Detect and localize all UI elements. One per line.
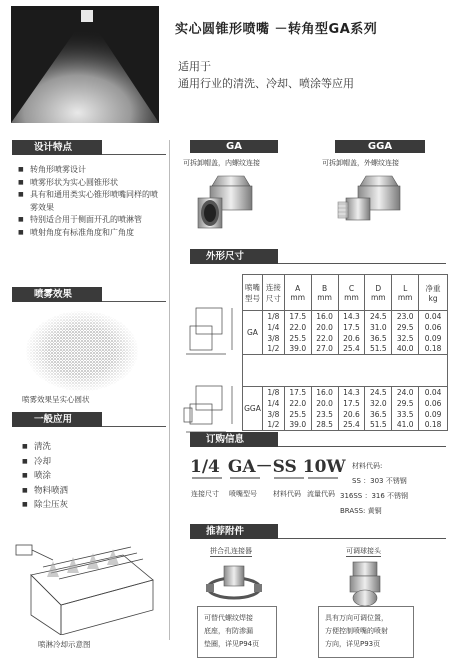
table-cell: 36.5 xyxy=(365,409,392,420)
list-item: ■ 喷涂 xyxy=(22,469,142,484)
ball-joint-image xyxy=(345,560,385,608)
table-cell: 24.5 xyxy=(365,387,392,398)
order-material: SS xyxy=(272,457,297,477)
table-cell: 40.0 xyxy=(392,344,419,355)
material-title: 材料代码: xyxy=(352,462,383,470)
accessory-right-title: 可调球接头 xyxy=(346,547,381,555)
list-item: ■ 冷却 xyxy=(22,455,142,470)
table-cell: 32.5 xyxy=(392,333,419,344)
order-underlines xyxy=(190,474,340,484)
table-cell: 0.18 xyxy=(419,420,448,431)
table-cell: 39.0 xyxy=(284,344,311,355)
table-cell: 17.5 xyxy=(338,322,365,333)
accessory-left-description: 可替代螺纹焊接 底座，有防渗漏 垫圈，详见P94页 xyxy=(197,606,277,658)
table-cell: 25.4 xyxy=(338,344,365,355)
column-divider xyxy=(169,140,170,640)
table-cell: 17.5 xyxy=(284,387,311,398)
spray-pattern-image xyxy=(12,307,152,395)
table-cell: 22.0 xyxy=(284,398,311,409)
table-cell: 0.18 xyxy=(419,344,448,355)
table-cell: 31.0 xyxy=(365,322,392,333)
table-cell: 25.4 xyxy=(338,420,365,431)
col-header-b: B mm xyxy=(311,275,338,311)
col-header-d: D mm xyxy=(365,275,392,311)
spray-header: 喷雾效果 xyxy=(12,287,102,302)
divider xyxy=(102,154,166,155)
table-cell: 3/8 xyxy=(262,333,284,344)
table-cell: 33.5 xyxy=(392,409,419,420)
divider xyxy=(102,426,166,427)
applies-text: 通用行业的清洗、冷却、喷涂等应用 xyxy=(178,77,354,90)
table-cell: 0.04 xyxy=(419,387,448,398)
table-spacer xyxy=(243,355,448,387)
order-dash: － xyxy=(255,457,273,477)
table-cell: 36.5 xyxy=(365,333,392,344)
order-size: 1/4 xyxy=(190,457,220,477)
table-cell: 0.09 xyxy=(419,333,448,344)
table-cell: 29.5 xyxy=(392,398,419,409)
table-row xyxy=(243,398,448,409)
table-cell: 20.0 xyxy=(311,322,338,333)
table-cell: 16.0 xyxy=(311,387,338,398)
table-cell: 1/2 xyxy=(262,344,284,355)
table-row xyxy=(243,420,448,431)
table-cell: 0.06 xyxy=(419,398,448,409)
table-cell: 20.6 xyxy=(338,333,365,344)
table-row xyxy=(243,311,448,322)
order-label-size: 连接尺寸 xyxy=(191,490,219,498)
spray-caption: 喷雾效果呈实心圆状 xyxy=(22,395,90,404)
table-cell: 25.5 xyxy=(284,333,311,344)
model-label-gga: GGA xyxy=(335,140,425,153)
order-label-type: 喷嘴型号 xyxy=(229,490,257,498)
table-cell: 20.0 xyxy=(311,398,338,409)
diagram-caption: 喷淋冷却示意图 xyxy=(38,640,91,649)
table-cell: 1/8 xyxy=(262,311,284,322)
table-cell: 29.5 xyxy=(392,322,419,333)
list-item: ■ 除尘压灰 xyxy=(22,498,142,513)
col-header-l: L mm xyxy=(392,275,419,311)
order-header: 订购信息 xyxy=(190,432,278,447)
spray-photo xyxy=(11,6,159,123)
features-header: 设计特点 xyxy=(12,140,102,155)
table-cell: 17.5 xyxy=(284,311,311,322)
table-cell-model: GA xyxy=(243,311,263,355)
ga-dimension-sketch xyxy=(182,300,238,360)
col-header-weight: 净重 kg xyxy=(419,275,448,311)
model-caption-ga: 可拆卸帽盖，内螺纹连接 xyxy=(183,159,260,167)
list-item: ■ 具有和通用类实心锥形喷嘴同样的喷雾效果 xyxy=(18,189,163,214)
table-cell: 1/8 xyxy=(262,387,284,398)
table-cell: 0.09 xyxy=(419,409,448,420)
order-label-material: 材料代码 xyxy=(273,490,301,498)
accessory-left-title: 拼合孔连接器 xyxy=(210,547,252,555)
order-type: GA xyxy=(227,457,256,477)
table-cell: 14.3 xyxy=(338,311,365,322)
list-item: ■ 转角形喷雾设计 xyxy=(18,164,163,177)
split-connector-image xyxy=(204,562,264,602)
table-cell: 14.3 xyxy=(338,387,365,398)
table-cell: 1/4 xyxy=(262,322,284,333)
table-cell: 32.0 xyxy=(365,398,392,409)
table-row xyxy=(243,344,448,355)
table-spacer-cell xyxy=(243,355,448,387)
table-cell: 17.5 xyxy=(338,398,365,409)
order-label-flow: 流量代码 xyxy=(307,490,335,498)
features-list xyxy=(18,164,163,239)
material-item: SS ：303 不锈钢 xyxy=(352,477,407,485)
page-title: 实心圆锥形喷嘴 －转角型GA系列 xyxy=(175,22,378,37)
table-row xyxy=(243,322,448,333)
divider xyxy=(102,301,166,302)
col-header-size: 连接尺寸 xyxy=(262,275,284,311)
order-flow: 10W xyxy=(302,457,346,477)
ga-nozzle-image xyxy=(196,172,266,234)
table-cell: 20.6 xyxy=(338,409,365,420)
list-item: ■ 物料喷洒 xyxy=(22,484,142,499)
divider xyxy=(278,263,446,264)
col-header-a: A mm xyxy=(284,275,311,311)
model-caption-gga: 可拆卸帽盖，外螺纹连接 xyxy=(322,159,399,167)
table-cell: 51.5 xyxy=(365,420,392,431)
table-cell: 0.06 xyxy=(419,322,448,333)
applications-header: 一般应用 xyxy=(12,412,102,427)
list-item: ■ 特别适合用于侧面开孔的喷淋管 xyxy=(18,214,163,227)
accessory-right-description: 具有万向可调位置， 方便控制喷嘴的喷射 方向，详见P93页 xyxy=(318,606,414,658)
table-cell: 23.0 xyxy=(392,311,419,322)
divider xyxy=(278,446,446,447)
table-cell: 3/8 xyxy=(262,409,284,420)
list-item: ■ 清洗 xyxy=(22,440,142,455)
table-cell: 23.5 xyxy=(311,409,338,420)
table-cell: 24.5 xyxy=(365,311,392,322)
table-cell: 27.0 xyxy=(311,344,338,355)
table-row xyxy=(243,409,448,420)
table-cell: 1/2 xyxy=(262,420,284,431)
table-cell: 0.04 xyxy=(419,311,448,322)
gga-nozzle-image xyxy=(336,172,416,234)
list-item: ■ 喷雾形状为实心圆锥形状 xyxy=(18,177,163,190)
table-row xyxy=(243,333,448,344)
table-cell: 22.0 xyxy=(311,333,338,344)
table-row xyxy=(243,387,448,398)
model-label-ga: GA xyxy=(190,140,278,153)
table-cell: 51.5 xyxy=(365,344,392,355)
table-cell: 28.5 xyxy=(311,420,338,431)
dimensions-header: 外形尺寸 xyxy=(190,249,278,264)
table-cell: 16.0 xyxy=(311,311,338,322)
list-item: ■ 喷射角度有标准角度和广角度 xyxy=(18,227,163,240)
table-cell: 22.0 xyxy=(284,322,311,333)
accessories-header: 推荐附件 xyxy=(190,524,278,539)
spray-cooling-diagram xyxy=(13,525,158,635)
table-cell: 25.5 xyxy=(284,409,311,420)
gga-dimension-sketch xyxy=(182,380,238,440)
table-cell-model: GGA xyxy=(243,387,263,431)
table-cell: 41.0 xyxy=(392,420,419,431)
applies-label: 适用于 xyxy=(178,60,211,73)
material-item: BRASS: 黄铜 xyxy=(340,507,382,515)
table-cell: 24.0 xyxy=(392,387,419,398)
table-cell: 1/4 xyxy=(262,398,284,409)
table-cell: 39.0 xyxy=(284,420,311,431)
col-header-model: 喷嘴型号 xyxy=(243,275,263,311)
applications-list xyxy=(22,440,142,513)
col-header-c: C mm xyxy=(338,275,365,311)
dimensions-table xyxy=(242,274,448,431)
material-item: 316SS ：316 不锈钢 xyxy=(340,492,409,500)
divider xyxy=(278,538,446,539)
